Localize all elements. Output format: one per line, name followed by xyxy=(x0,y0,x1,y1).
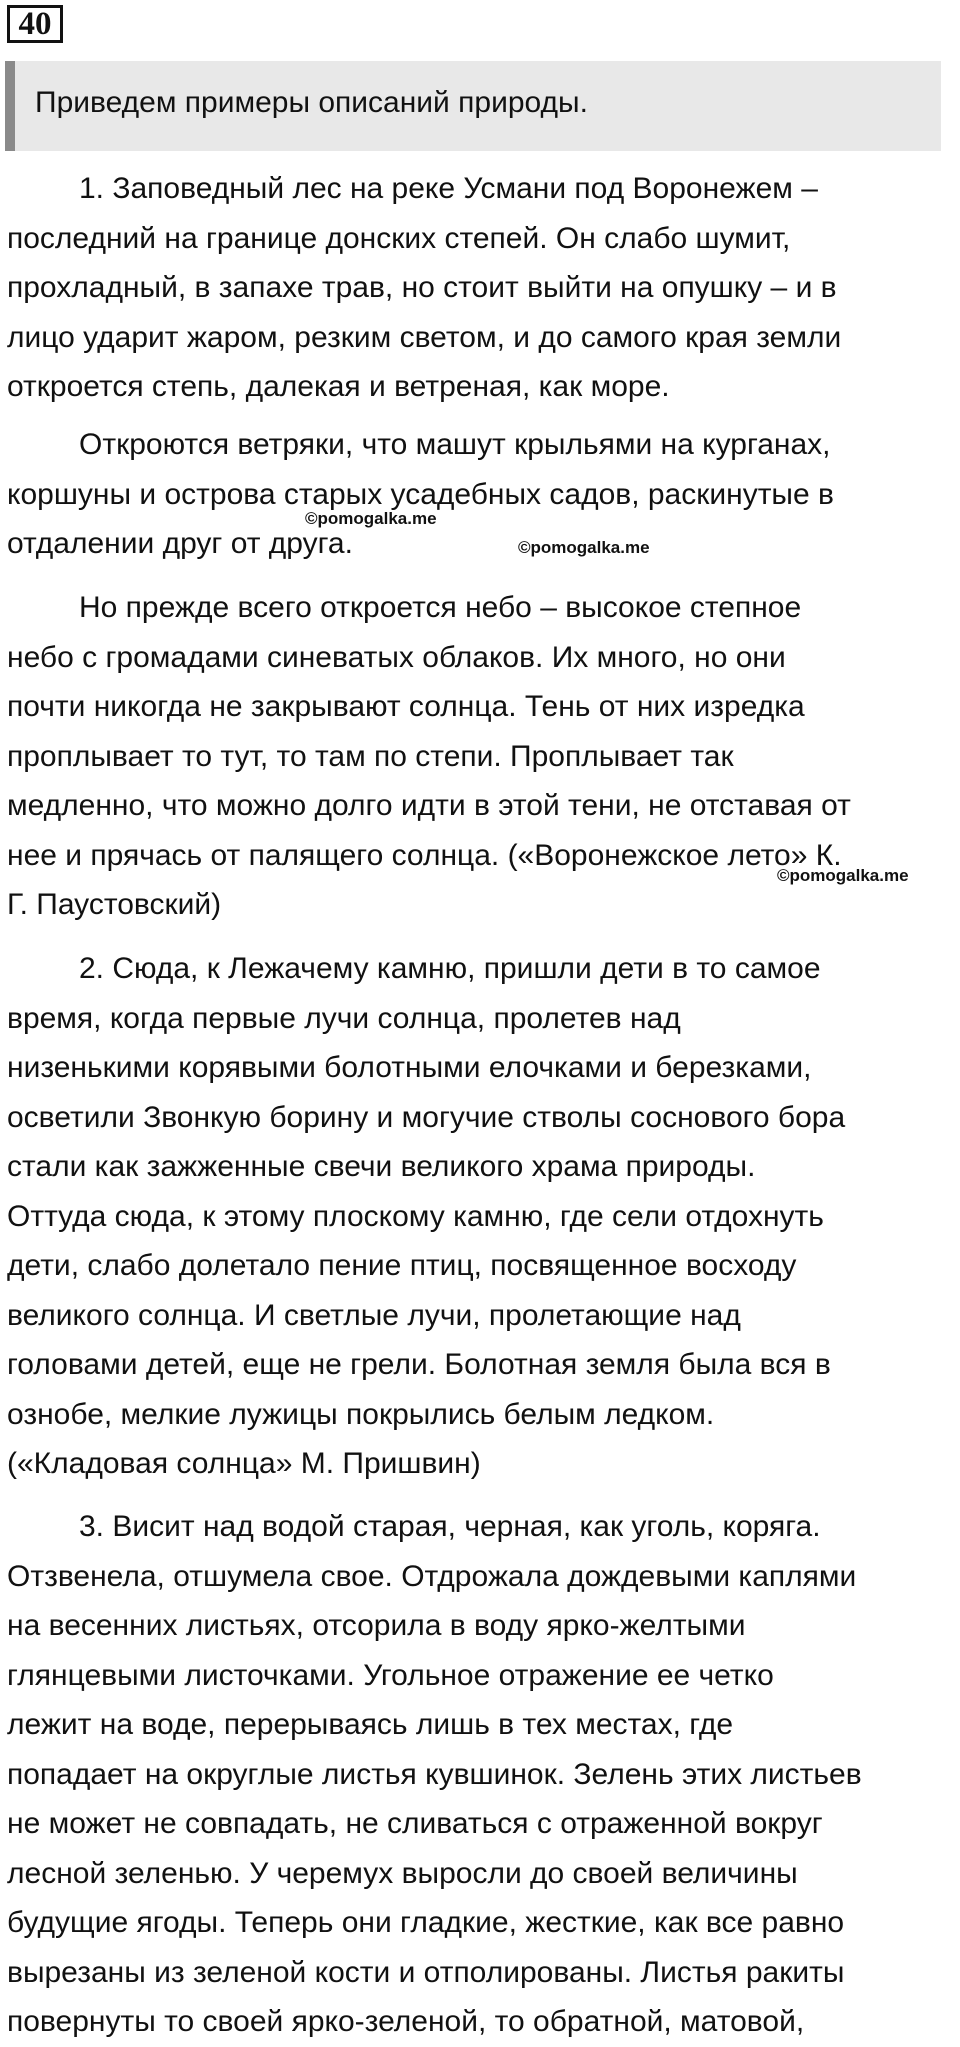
paragraph-4 xyxy=(7,944,957,1489)
text-line: попадает на округлые листья кувшинок. Зелень этих листьев xyxy=(7,1757,862,1791)
text-line: осветили Звонкую борину и могучие стволы соснового бора xyxy=(7,1100,846,1134)
text-line: головами детей, еще не грели. Болотная земля была вся в xyxy=(7,1348,831,1381)
watermark: ©pomogalka.me xyxy=(518,538,650,557)
text-line: Отзвенела, отшумела свое. Отдрожала дождевыми каплями xyxy=(7,1559,857,1593)
text-line: на весенних листьях, отсорила в воду ярко-желтыми xyxy=(7,1609,746,1642)
text-line: проплывает то тут, то там по степи. Проплывает так xyxy=(7,739,734,773)
text-line: коршуны и острова старых усадебных садов, раскинутые в xyxy=(7,477,834,511)
text-line: почти никогда не закрывают солнца. Тень от них изредка xyxy=(7,690,805,723)
text-line: Откроются ветряки, что машут крыльями на курганах, xyxy=(79,428,831,461)
text-line: 3. Висит над водой старая, черная, как уголь, коряга. xyxy=(79,1510,821,1543)
text-line: низенькими корявыми болотными елочками и березками, xyxy=(7,1051,812,1084)
text-line: откроется степь, далекая и ветреная, как море. xyxy=(7,370,670,403)
text-line: лицо ударит жаром, резким светом, и до самого края земли xyxy=(7,320,842,354)
text-line: нее и прячась от палящего солнца. («Воронежское лето» К. xyxy=(7,838,842,872)
text-line: лежит на воде, перерываясь лишь в тех местах, где xyxy=(7,1708,734,1741)
text-line: отдалении друг от друга. xyxy=(7,527,353,560)
text-line: Но прежде всего откроется небо – высокое степное xyxy=(79,591,802,624)
text-line: глянцевыми листочками. Угольное отражение ее четко xyxy=(7,1658,774,1692)
paragraph-5 xyxy=(7,1502,957,2047)
task-instruction: Приведем примеры описаний природы. xyxy=(35,86,588,119)
text-line: время, когда первые лучи солнца, пролетев над xyxy=(7,1001,681,1035)
task-number: 40 xyxy=(7,5,63,43)
text-line: медленно, что можно долго идти в этой тени, не отставая от xyxy=(7,789,851,822)
text-line: не может не совпадать, не сливаться с отраженной вокруг xyxy=(7,1807,823,1840)
text-line: ознобе, мелкие лужицы покрылись белым ледком. xyxy=(7,1397,715,1431)
text-line: будущие ягоды. Теперь они гладкие, жесткие, как все равно xyxy=(7,1906,845,1939)
text-line: последний на границе донских степей. Он слабо шумит, xyxy=(7,221,791,255)
text-line: лесной зеленью. У черемух выросли до своей величины xyxy=(7,1856,798,1890)
text-line: прохладный, в запахе трав, но стоит выйти на опушку – и в xyxy=(7,271,837,304)
text-line: 1. Заповедный лес на реке Усмани под Воронежем – xyxy=(79,172,818,205)
paragraph-2 xyxy=(7,420,957,569)
text-line: небо с громадами синеватых облаков. Их много, но они xyxy=(7,640,786,674)
text-line: Г. Паустовский) xyxy=(7,888,222,921)
text-line: («Кладовая солнца» М. Пришвин) xyxy=(7,1447,481,1480)
text-line: Оттуда сюда, к этому плоскому камню, где сели отдохнуть xyxy=(7,1199,824,1233)
text-line: дети, слабо долетало пение птиц, посвященное восходу xyxy=(7,1249,797,1282)
text-line: вырезаны из зеленой кости и отполированы. Листья ракиты xyxy=(7,1955,845,1989)
text-line: великого солнца. И светлые лучи, пролетающие над xyxy=(7,1298,741,1332)
paragraph-1 xyxy=(7,164,957,412)
watermark: ©pomogalka.me xyxy=(305,509,437,528)
watermark: ©pomogalka.me xyxy=(777,866,909,885)
text-line: стали как зажженные свечи великого храма природы. xyxy=(7,1150,756,1183)
task-instruction-bar xyxy=(5,61,941,151)
text-line: повернуты то своей ярко-зеленой, то обратной, матовой, xyxy=(7,2005,805,2038)
text-line: 2. Сюда, к Лежачему камню, пришли дети в то самое xyxy=(79,952,821,985)
